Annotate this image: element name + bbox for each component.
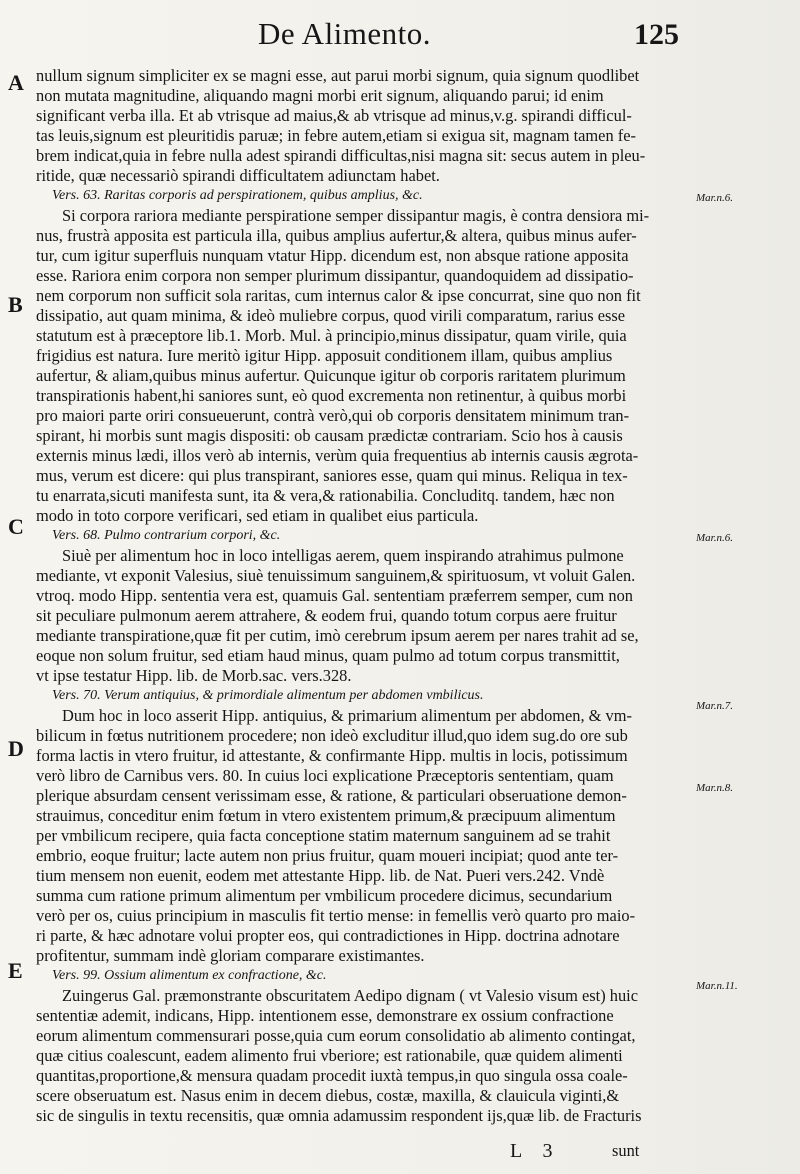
text-line: tium mensem non euenit, eodem met attestante Hipp. lib. de Nat. Pueri vers.242. Vndè <box>36 866 605 885</box>
text-line: mediante, vt exponit Valesius, siuè tenuissimum sanguinem,& spirituosum, vt voluit Galen. <box>36 566 636 585</box>
running-title: De Alimento. <box>258 16 432 51</box>
text-line: transpirationis habent,hi saniores sunt, eò quod excrementa non retinentur, à quibus morbi <box>36 386 627 405</box>
text-line: Siuè per alimentum hoc in loco intelligas aerem, quem inspirando atrahimus pulmone <box>62 546 624 565</box>
verse-heading: Vers. 70. Verum antiquius, & primordiale alimentum per abdomen vmbilicus. <box>52 688 484 703</box>
running-header <box>0 16 800 60</box>
text-line: forma lactis in vtero fruitur, id attestante, & confirmante Hipp. multis in locis, potissimum <box>36 746 628 765</box>
text-line: vtroq. modo Hipp. sententia vera est, quamuis Gal. sententiam præferrem semper, cum non <box>36 586 633 605</box>
text-line: externis minus lædi, illos verò ab internis, verùm quia frequentius ab internis causis ægrota- <box>36 446 639 465</box>
text-line: dissipatio, aut quam minima, & ideò muliebre corpus, quod virili comparatum, rarius esse <box>36 306 626 325</box>
text-line: nullum signum simpliciter ex se magni esse, aut parui morbi signum, quia signum quodlibet <box>36 66 640 85</box>
text-line: verò libro de Carnibus vers. 80. In cuius loci explicatione Præceptoris sententiam, quam <box>36 766 614 785</box>
text-line: sententiæ ademit, indicans, Hipp. intentionem esse, demonstrare ex ossium confractione <box>36 1006 614 1025</box>
text-line: nus, frustrà apposita est particula illa, quibus amplius aufertur,& altera, quibus minus aufer- <box>36 226 637 245</box>
text-line: embrio, eoque fruitur; lacte autem non prius fruitur, quam moueri incipiat; quod ante ter- <box>36 846 619 865</box>
margin-note: Mar.n.6. <box>696 192 733 204</box>
text-line: pro maiori parte oriri consueuerunt, contrà verò,qui ob corporis densitatem minimum tran- <box>36 406 630 425</box>
text-line: spirant, hi morbis sunt magis dispositi: ob causam prædictæ contrariam. Scio hos à causis <box>36 426 623 445</box>
text-line: mus, verum est dicere: qui plus transpirant, saniores esse, quam qui minus. Reliqua in tex- <box>36 466 628 485</box>
body-text <box>36 66 696 1146</box>
text-line: sic de singulis in textu recensitis, quæ omnia adamussim respondent ijs,quæ lib. de Fracturis <box>36 1106 642 1125</box>
text-line: frigidius est natura. Iure meritò igitur Hipp. apposuit conditionem illam, quibus amplius <box>36 346 613 365</box>
margin-note: Mar.n.11. <box>696 980 738 992</box>
text-line: summa cum ratione primum alimentum per vmbilicum procedere dicimus, secundarium <box>36 886 613 905</box>
text-line: aufertur, & aliam,quibus minus aufertur. Quicunque igitur ob corporis raritatem plurimum <box>36 366 626 385</box>
text-line: quæ citius coalescunt, eadem alimento frui vberiore; est rationabile, quæ quidem alimenti <box>36 1046 623 1065</box>
margin-note: Mar.n.6. <box>696 532 733 544</box>
text-line: brem indicat,quia in febre nulla adest spirandi difficultas,nisi magna sit: secus autem in pleu- <box>36 146 646 165</box>
signature-mark: L 3 <box>510 1140 561 1162</box>
margin-letter-c: C <box>8 514 24 539</box>
text-line: strauimus, conceditur enim fœtum in vtero existentem primum,& præcipuum alimentum <box>36 806 616 825</box>
margin-note: Mar.n.7. <box>696 700 733 712</box>
text-line: modo in toto corpore verificari, sed etiam in qualibet eius particula. <box>36 506 479 525</box>
text-line: significant verba illa. Et ab vtrisque ad maius,& ab vtrisque ad minus,v.g. spirandi difficul- <box>36 106 632 125</box>
text-line: nem corporum non sufficit sola raritas, cum internus calor & ipse concurrat, sine quo non fit <box>36 286 641 305</box>
text-line: tur, cum igitur superfluis nunquam vtatur Hipp. dicendum est, non absque ratione apposita <box>36 246 629 265</box>
text-line: eoque non solum fruitur, sed etiam haud minus, quam pulmo ad totum corpus transmittit, <box>36 646 620 665</box>
page-number: 125 <box>634 18 679 51</box>
catchword: sunt <box>612 1141 640 1160</box>
text-line: Si corpora rariora mediante perspiratione semper dissipantur magis, è contra densiora mi- <box>62 206 650 225</box>
margin-letter-b: B <box>8 292 23 317</box>
text-line: eorum alimentum commensurari posse,quia cum eorum consolidatio ab alimento contingat, <box>36 1026 636 1045</box>
text-line: non mutata magnitudine, aliquando magni morbi erit signum, aliquando parui; id enim <box>36 86 604 105</box>
text-line: profitentur, summam indè gloriam comparare existimantes. <box>36 946 425 965</box>
text-line: mediante transpiratione,quæ fit per cutim, imò cerebrum ipsum aerem per nares trahit ad se, <box>36 626 639 645</box>
text-line: esse. Rariora enim corpora non semper plurimum dissipantur, quandoquidem ad dissipatio- <box>36 266 634 285</box>
text-line: sit peculiare pulmonum aerem attrahere, & eodem frui, quando totum corpus aere fruitur <box>36 606 617 625</box>
text-line: bilicum in fœtus nutritionem procedere; non ideò excluditur illud,quo idem sug.do ore sub <box>36 726 628 745</box>
text-line: plerique absurdam censent verissimam esse, & ratione, & particulari obseruatione demon- <box>36 786 627 805</box>
verse-heading: Vers. 99. Ossium alimentum ex confractione, &c. <box>52 968 327 983</box>
text-line: ritide, quæ necessariò spirandi difficultatem adiunctam habet. <box>36 166 440 185</box>
margin-note: Mar.n.8. <box>696 782 733 794</box>
text-line: Zuingerus Gal. præmonstrante obscuritatem Aedipo dignam ( vt Valesio visum est) huic <box>62 986 638 1005</box>
verse-heading: Vers. 63. Raritas corporis ad perspirationem, quibus amplius, &c. <box>52 188 423 203</box>
text-line: tu enarrata,sicuti manifesta sunt, ita & vera,& rationabilia. Concluditq. tandem, hæc non <box>36 486 615 505</box>
text-line: tas leuis,signum est pleuritidis paruæ; in febre autem,etiam si exigua sit, magnam tamen fe- <box>36 126 636 145</box>
margin-letter-d: D <box>8 736 24 761</box>
text-line: statutum est à præceptore lib.1. Morb. Mul. à principio,minus dissipatur, quam virile, quia <box>36 326 627 345</box>
text-line: ri parte, & hæc adnotare volui propter eos, qui contradictiones in Hipp. doctrina adnotare <box>36 926 620 945</box>
text-line: per vmbilicum recipere, quia facta conceptione statim maternum sanguinem ad se trahit <box>36 826 611 845</box>
text-line: verò per os, cuius principium in masculis fit tertio mense: in femellis verò quarto pro maio- <box>36 906 636 925</box>
text-line: scere obseruatum est. Nasus enim in decem diebus, costæ, maxilla, & clauicula viginti,& <box>36 1086 620 1105</box>
text-line: quantitas,proportione,& mensura quadam procedit iuxtà tempus,in quo singula ossa coale- <box>36 1066 628 1085</box>
text-line: Dum hoc in loco asserit Hipp. antiquius, & primarium alimentum per abdomen, & vm- <box>62 706 632 725</box>
text-line: vt ipse testatur Hipp. lib. de Morb.sac. vers.328. <box>36 666 352 685</box>
text-line <box>36 1126 696 1146</box>
margin-letter-e: E <box>8 958 23 983</box>
verse-heading: Vers. 68. Pulmo contrarium corpori, &c. <box>52 528 281 543</box>
margin-letter-a: A <box>8 70 24 95</box>
